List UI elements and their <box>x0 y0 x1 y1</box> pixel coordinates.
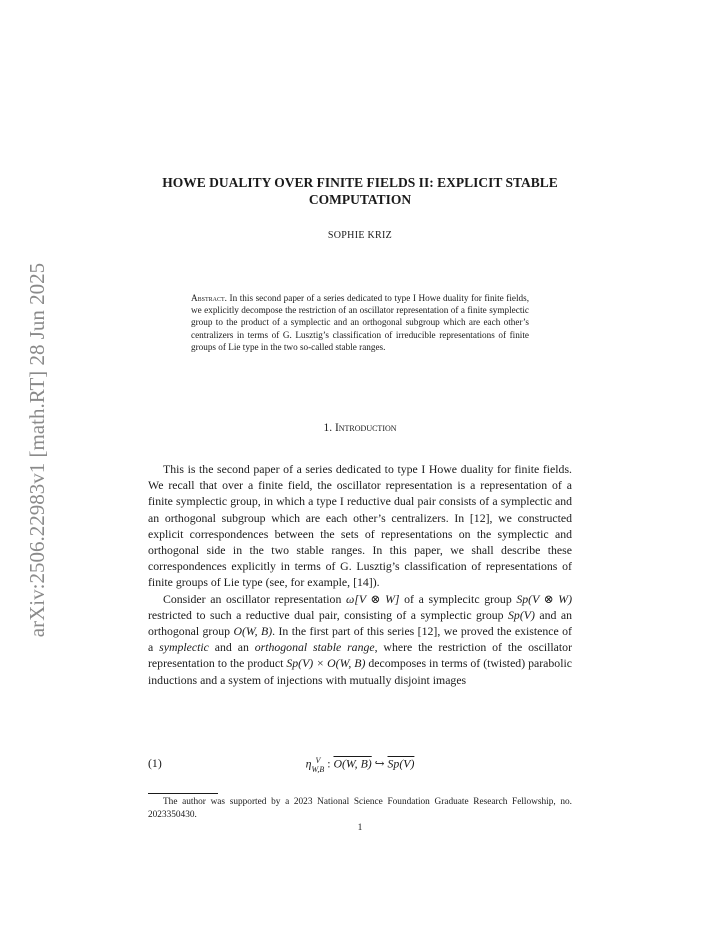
section-heading <box>140 422 580 434</box>
arxiv-identifier-text: arXiv:2506.22983v1 [math.RT] 28 Jun 2025 <box>25 262 49 638</box>
eta-superscript: V <box>315 756 321 765</box>
paragraph-1: This is the second paper of a series dedicated to type I Howe duality for finite fields. We recall that over a finite field, the oscillator representation is a representation of a finite symplectic group, in which a type I reductive dual pair consists of a symplectic and an orthogonal subgroup which are each other’s centralizers. In [12], we constructed explicit correspondences between the sets of representations on the symplectic and orthogonal side in the two stable ranges. In this paper, we shall describe these correspondences explicitly in terms of G. Lusztig’s classification of representations of finite groups of Lie type (see, for example, [14]). <box>148 462 572 590</box>
p2-text: , where the restriction of the oscillator representation to the product <box>148 640 573 671</box>
equation-lhs: O(W, B) <box>333 756 372 771</box>
abstract <box>191 292 529 353</box>
math-o-w-b: O(W, B) <box>233 624 273 639</box>
equation-colon: : <box>324 756 334 771</box>
abstract-heading: Abstract. <box>191 293 227 303</box>
equation-rhs: Sp(V) <box>387 756 415 771</box>
section-title-text: Introduction <box>334 422 397 434</box>
p2-text: and an orthogonal group <box>148 607 572 639</box>
abstract-text: In this second paper of a series dedicated to type I Howe duality for finite fields, we explicitly decompose the restriction of an oscillator representation of a finite symplectic group to the product of a symplectic and an orthogonal subgroup which are each other’s centralizers in terms of G. Lusztig’s classification of irreducible representations of finite groups of Lie type in the two so-called stable ranges. <box>191 293 530 352</box>
paragraph-2 <box>148 591 572 688</box>
equation-number: (1) <box>148 756 162 770</box>
p2-text: of a symplecitc group <box>399 591 517 606</box>
math-oscillator-rep: ω[V ⊗ W] <box>346 591 400 606</box>
p2-text: decomposes in terms of (twisted) parabolic inductions and a system of injections with mutually disjoint images <box>148 656 572 687</box>
section-number: 1. <box>323 422 333 434</box>
p2-text: and an <box>208 640 255 655</box>
footnote: The author was supported by a 2023 National Science Foundation Graduate Research Fellowship, no. 2023350430. <box>148 797 572 820</box>
equation-1 <box>148 756 572 776</box>
paper-title: HOWE DUALITY OVER FINITE FIELDS II: EXPLICIT STABLE COMPUTATION <box>162 175 558 207</box>
p2-text: Consider an oscillator representation <box>163 591 346 606</box>
introduction-body <box>148 461 572 688</box>
footnote-rule <box>148 793 218 794</box>
equation-body <box>148 756 572 774</box>
math-sp-v: Sp(V) <box>508 607 535 622</box>
p2-text: restricted to such a reductive dual pair, consisting of a symplectic group <box>148 607 509 622</box>
math-product-group: Sp(V) × O(W, B) <box>286 656 366 671</box>
eta-subscript: W,B <box>311 765 325 774</box>
paper-author: SOPHIE KRIZ <box>327 230 393 241</box>
math-symplectic-group: Sp(V ⊗ W) <box>516 591 573 606</box>
eta-symbol: η <box>305 756 312 771</box>
arxiv-identifier-stamp <box>22 245 52 655</box>
hook-arrow: ↪ <box>371 756 388 771</box>
p2-text: . In the first part of this series [12], we proved the existence of a <box>148 624 572 655</box>
emphasis-symplectic: symplectic <box>159 640 209 655</box>
emphasis-orthogonal-stable-range: orthogonal stable range <box>254 640 375 655</box>
page-number: 1 <box>357 823 363 833</box>
